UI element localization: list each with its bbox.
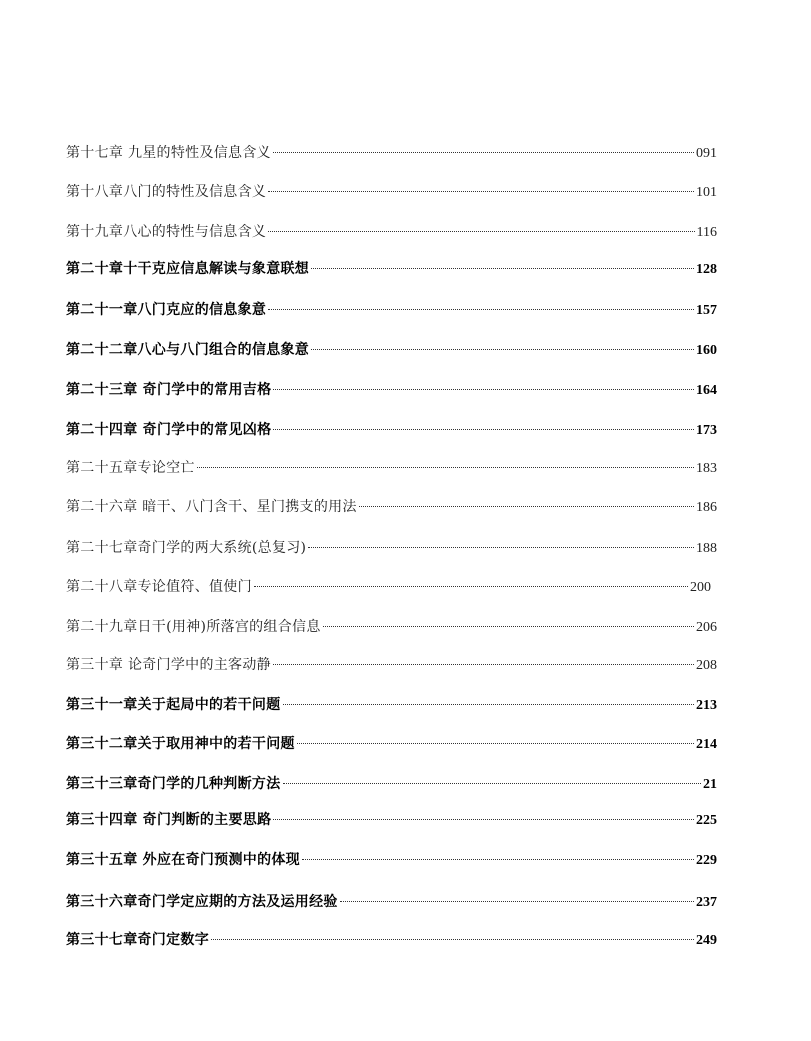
toc-entry-title: 第二十四章 奇门学中的常见凶格 <box>66 422 272 438</box>
dot-leader <box>268 309 694 310</box>
toc-entry-title: 第二十七章奇门学的两大系统(总复习) <box>66 540 307 556</box>
toc-entry[interactable] <box>66 733 717 755</box>
dot-leader <box>283 704 695 705</box>
toc-entry-title: 第二十二章八心与八门组合的信息象意 <box>66 342 310 358</box>
toc-entry-page: 200 <box>690 580 711 595</box>
toc-entry[interactable] <box>66 576 711 598</box>
toc-entry-page: 237 <box>696 895 717 910</box>
dot-leader <box>283 783 702 784</box>
toc-entry-title: 第二十三章 奇门学中的常用吉格 <box>66 382 272 398</box>
toc-entry-page: 249 <box>696 933 717 948</box>
toc-entry-title: 第三十七章奇门定数字 <box>66 932 209 948</box>
dot-leader <box>273 664 694 665</box>
toc-entry-page: 225 <box>696 813 717 828</box>
toc-entry-page: 213 <box>696 698 717 713</box>
toc-entry-title: 第二十章十干克应信息解读与象意联想 <box>66 261 310 277</box>
dot-leader <box>302 859 694 860</box>
toc-entry-title: 第三十四章 奇门判断的主要思路 <box>66 812 272 828</box>
toc-entry-page: 128 <box>696 262 717 277</box>
toc-entry-page: 091 <box>696 146 717 161</box>
dot-leader <box>268 231 694 232</box>
toc-entry-title: 第三十二章关于取用神中的若干问题 <box>66 736 295 752</box>
toc-entry-page: 206 <box>696 620 717 635</box>
toc-entry-page: 229 <box>696 853 717 868</box>
toc-entry-title: 第二十八章专论值符、值使门 <box>66 579 252 595</box>
toc-entry[interactable] <box>66 773 717 795</box>
toc-entry-page: 208 <box>696 658 717 673</box>
dot-leader <box>297 743 694 744</box>
toc-entry-page: 21 <box>703 777 717 792</box>
toc-entry-page: 160 <box>696 343 717 358</box>
toc-entry[interactable] <box>66 419 717 441</box>
dot-leader <box>273 389 694 390</box>
toc-entry[interactable] <box>66 299 717 321</box>
dot-leader <box>359 506 694 507</box>
dot-leader <box>311 268 694 269</box>
dot-leader <box>273 819 694 820</box>
toc-entry-page: 173 <box>696 423 717 438</box>
toc-entry[interactable] <box>66 496 717 518</box>
dot-leader <box>254 586 688 587</box>
toc-entry-title: 第三十五章 外应在奇门预测中的体现 <box>66 852 300 868</box>
dot-leader <box>323 626 694 627</box>
toc-entry-page: 214 <box>696 737 717 752</box>
toc-entry-page: 101 <box>696 185 717 200</box>
dot-leader <box>273 429 694 430</box>
toc-entry[interactable] <box>66 339 717 361</box>
dot-leader <box>340 901 694 902</box>
toc-entry[interactable] <box>66 891 717 913</box>
dot-leader <box>211 939 694 940</box>
toc-entry-title: 第三十一章关于起局中的若干问题 <box>66 697 281 713</box>
toc-entry[interactable] <box>66 181 717 203</box>
toc-entry-title: 第二十九章日干(用神)所落宫的组合信息 <box>66 619 321 635</box>
toc-entry-title: 第十九章八心的特性与信息含义 <box>66 224 267 240</box>
toc-entry[interactable] <box>66 379 717 401</box>
toc-entry[interactable] <box>66 221 717 243</box>
toc-entry[interactable] <box>66 457 717 479</box>
toc-entry-page: 183 <box>696 461 717 476</box>
toc-entry[interactable] <box>66 537 717 559</box>
toc-entry-title: 第二十一章八门克应的信息象意 <box>66 302 267 318</box>
toc-entry-page: 157 <box>696 303 717 318</box>
toc-entry[interactable] <box>66 258 717 280</box>
dot-leader <box>268 191 694 192</box>
toc-entry[interactable] <box>66 654 717 676</box>
toc-entry-page: 116 <box>696 225 717 240</box>
toc-entry-title: 第三十章 论奇门学中的主客动静 <box>66 657 271 673</box>
toc-entry-title: 第三十六章奇门学定应期的方法及运用经验 <box>66 894 338 910</box>
toc-entry[interactable] <box>66 694 717 716</box>
toc-entry[interactable] <box>66 929 717 951</box>
toc-entry-title: 第十八章八门的特性及信息含义 <box>66 184 267 200</box>
toc-entry-page: 164 <box>696 383 717 398</box>
toc-entry-page: 188 <box>696 541 717 556</box>
toc-entry-title: 第二十六章 暗干、八门含干、星门携支的用法 <box>66 499 357 515</box>
dot-leader <box>308 547 694 548</box>
toc-entry-title: 第二十五章专论空亡 <box>66 460 195 476</box>
toc-entry[interactable] <box>66 809 717 831</box>
toc-entry[interactable] <box>66 616 717 638</box>
dot-leader <box>197 467 694 468</box>
toc-entry[interactable] <box>66 849 717 871</box>
toc-entry-title: 第三十三章奇门学的几种判断方法 <box>66 776 281 792</box>
toc-entry-title: 第十七章 九星的特性及信息含义 <box>66 145 271 161</box>
toc-entry-page: 186 <box>696 500 717 515</box>
toc-entry[interactable] <box>66 142 717 164</box>
dot-leader <box>273 152 694 153</box>
dot-leader <box>311 349 694 350</box>
